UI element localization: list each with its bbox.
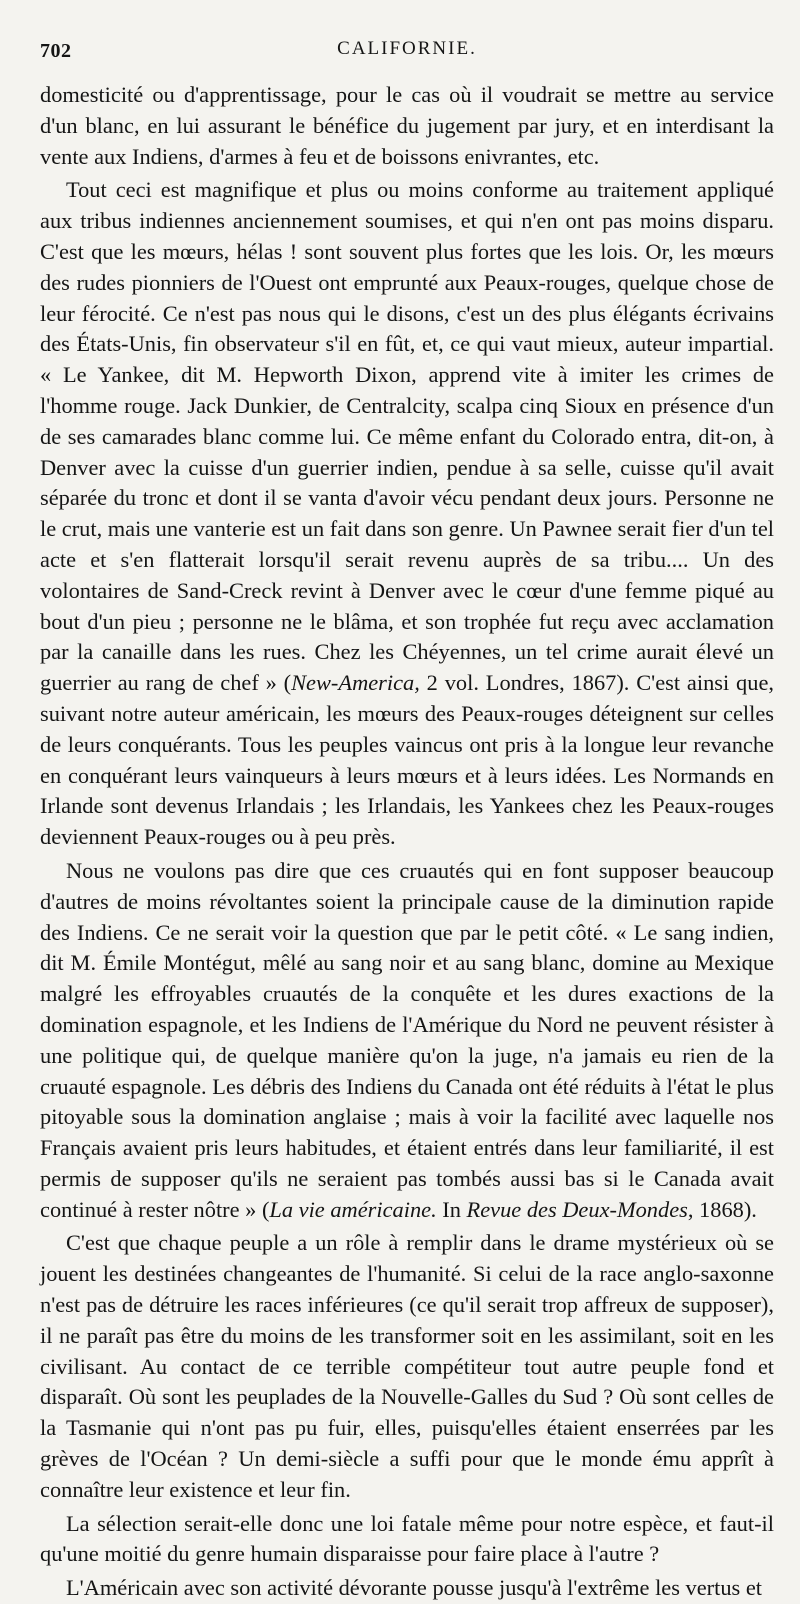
paragraph [40,856,774,1226]
running-head: CALIFORNIE. [337,38,477,59]
page-header [40,36,774,80]
paragraph [40,1228,774,1505]
text-run: , 1868). [687,1196,757,1222]
paragraph [40,175,774,853]
text-run: In [436,1196,467,1222]
text-run: domesticité ou d'apprentissage, pour le cas où il voudrait se mettre au service d'un blanc, en lui assurant le bénéfice du jugement par jury, et en interdisant la vente aux Indiens, d'armes à feu et de boissons enivrantes, etc. [40,82,774,169]
paragraph [40,1573,774,1604]
text-run: 2 vol. Londres, 1867). C'est ainsi que, suivant notre auteur américain, les mœurs des Peaux-rouges déteignent sur celles de leurs conquérants. Tous les peuples vaincus ont pris à la longue leur revanche en conquérant leurs vainqueurs à leurs mœurs et à leurs idées. Les Normands en Irlande sont devenus Irlandais ; les Irlandais, les Yankees chez les Peaux-rouges deviennent Peaux-rouges ou à peu près. [40,670,774,850]
page-number: 702 [40,40,72,62]
text-run: La sélection serait-elle donc une loi fatale même pour notre espèce, et faut-il qu'une moitié du genre humain disparaisse pour faire place à l'autre ? [40,1510,774,1567]
text-run: L'Américain avec son activité dévorante pousse jusqu'à l'extrême les vertus et [66,1575,763,1601]
text-run: C'est que chaque peuple a un rôle à remplir dans le drame mystérieux où se jouent les destinées changeantes de l'humanité. Si celui de la race anglo-saxonne n'est pas de détruire les races inférieures (ce qu'il serait trop affreux de supposer), il ne paraît pas être du moins de les transformer soit en les assimilant, soit en les civilisant. Au contact de ce terrible compétiteur tout autre peuple fond et disparaît. Où sont les peuplades de la Nouvelle-Galles du Sud ? Où sont celles de la Tasmanie qui n'ont pas pu fuir, elles, puisqu'elles étaient enserrées par les grèves de l'Océan ? Un demi-siècle a suffi pour que le monde ému apprît à connaître leur existence et leur fin. [40,1230,774,1502]
italic-citation: La vie américaine. [269,1196,437,1222]
text-run: Nous ne voulons pas dire que ces cruautés qui en font supposer beaucoup d'autres de moins révoltantes soient la principale cause de la diminution rapide des Indiens. Ce ne serait voir la question que par le petit côté. « Le sang indien, dit M. Émile Montégut, mêlé au sang noir et au sang blanc, domine au Mexique malgré les effroyables cruautés de la conquête et les dures exactions de la domination espagnole, et les Indiens de l'Amérique du Nord ne peuvent résister à une politique qui, de quelque manière qu'on la juge, n'a jamais eu rien de la cruauté espagnole. Les débris des Indiens du Canada ont été réduits à l'état le plus pitoyable sous la domination anglaise ; mais à voir la facilité avec laquelle nos Français avaient pris leurs habitudes, et étaient entrés dans leur familiarité, il est permis de supposer qu'ils ne seraient pas tombés aussi bas si le Canada avait continué à rester nôtre » ( [40,857,774,1222]
paragraph [40,80,774,172]
body-text [40,80,774,1604]
italic-citation: Revue des Deux-Mondes [466,1196,688,1222]
paragraph [40,1509,774,1571]
italic-citation: New-America, [291,670,420,696]
text-run: Tout ceci est magnifique et plus ou moins conforme au traitement appliqué aux tribus indiennes anciennement soumises, et qui n'en ont pas moins disparu. C'est que les mœurs, hélas ! sont souvent plus fortes que les lois. Or, les mœurs des rudes pionniers de l'Ouest ont emprunté aux Peaux-rouges, quelque chose de leur férocité. Ce n'est pas nous qui le disons, c'est un des plus élégants écrivains des États-Unis, fin observateur s'il en fût, et, ce qui vaut mieux, auteur impartial. « Le Yankee, dit M. Hepworth Dixon, apprend vite à imiter les crimes de l'homme rouge. Jack Dunkier, de Centralcity, scalpa cinq Sioux en présence d'un de ses camarades blanc comme lui. Ce même enfant du Colorado entra, dit-on, à Denver avec la cuisse d'un guerrier indien, pendue à sa selle, cuisse qu'il avait séparée du tronc et dont il se vanta d'avoir vécu pendant deux jours. Personne ne le crut, mais une vanterie est un fait dans son genre. Un Pawnee serait fier d'un tel acte et s'en flatterait lorsqu'il serait revenu auprès de sa tribu.... Un des volontaires de Sand-Creck revint à Denver avec le cœur d'une femme piqué au bout d'un pieu ; personne ne le blâma, et son trophée fut reçu avec acclamation par la canaille dans les rues. Chez les Chéyennes, un tel crime aurait élevé un guerrier au rang de chef » ( [40,177,774,696]
